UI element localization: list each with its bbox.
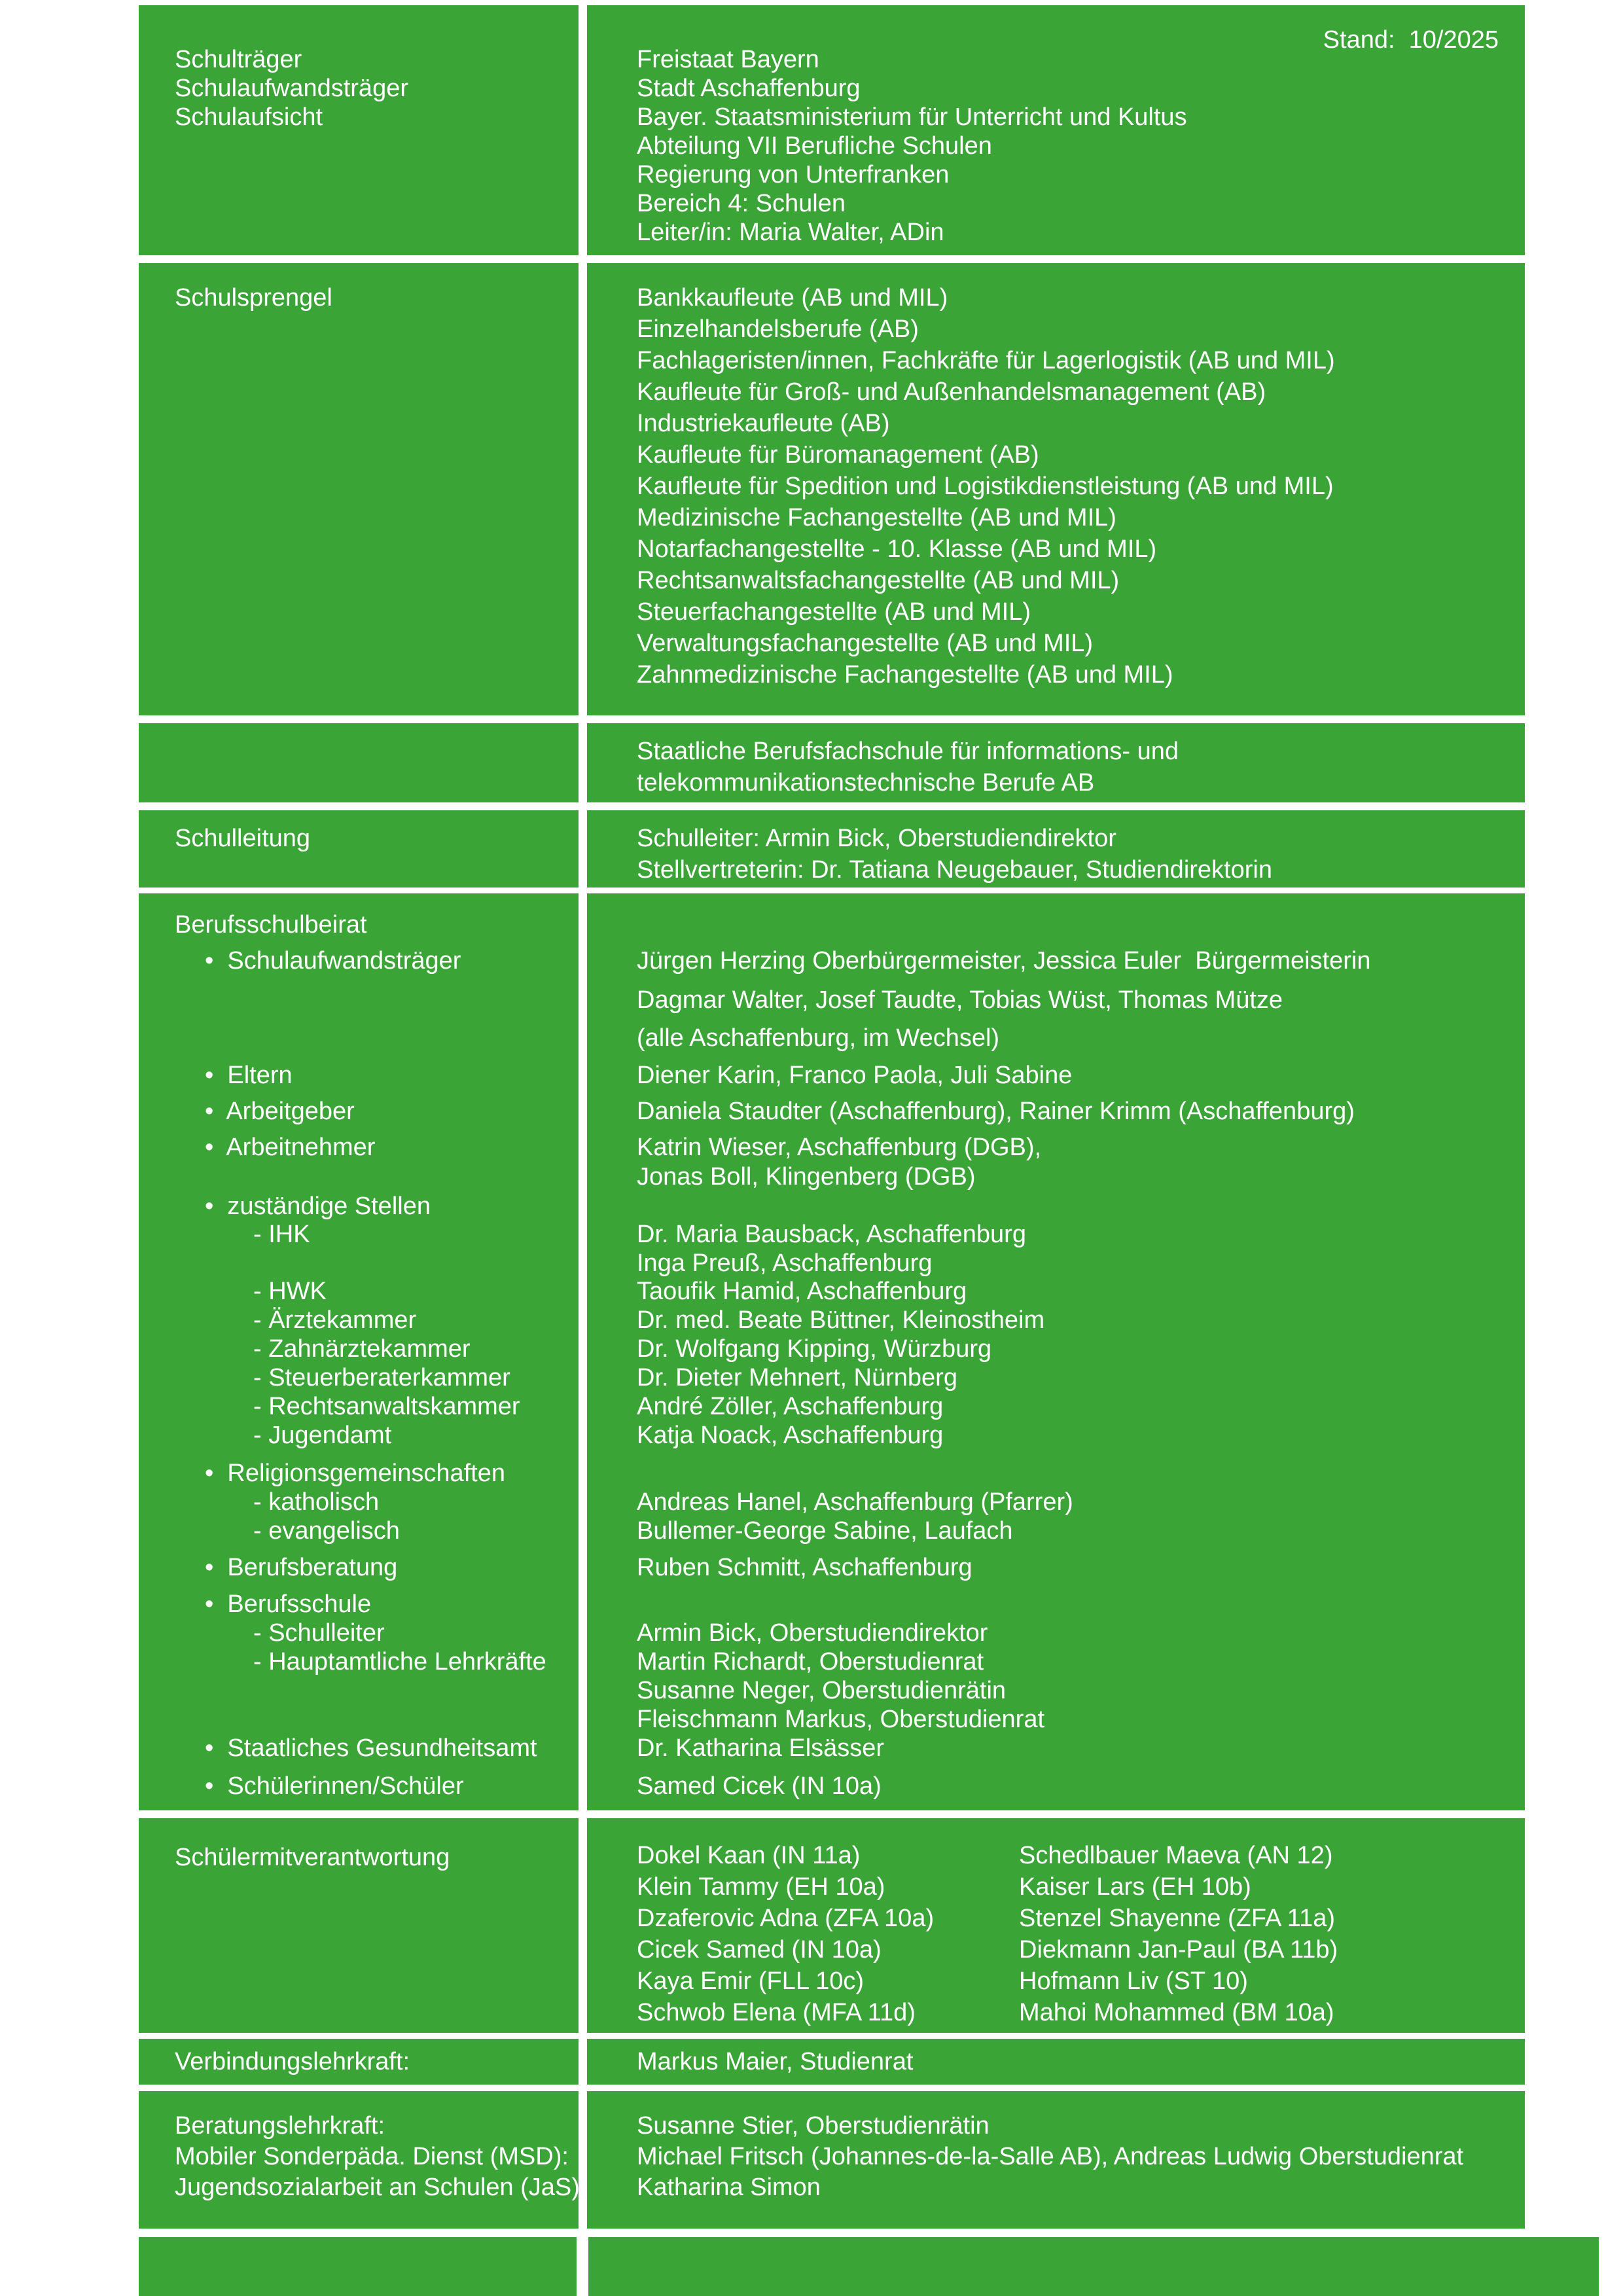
beirat-value: Andreas Hanel, Aschaffenburg (Pfarrer) (637, 1488, 1073, 1516)
beirat-value: Dagmar Walter, Josef Taudte, Tobias Wüst, Thomas Mütze (637, 986, 1283, 1014)
beirat-value: Bullemer-George Sabine, Laufach (637, 1517, 1013, 1545)
schulsprengel-value: Kaufleute für Groß- und Außenhandelsmanagement (AB) (637, 378, 1266, 406)
berufsfachschule-value: telekommunikationstechnische Berufe AB (637, 769, 1095, 797)
beratung-label: Jugendsozialarbeit an Schulen (JaS): (175, 2174, 587, 2201)
beirat-subitem: - Rechtsanwaltskammer (253, 1393, 520, 1420)
smv-student: Schwob Elena (MFA 11d) (637, 1999, 916, 2026)
smv-label: Schülermitverantwortung (175, 1844, 450, 1871)
beirat-subitem: - Ärztekammer (253, 1306, 417, 1334)
schulsprengel-value: Industriekaufleute (AB) (637, 410, 890, 437)
block-schulleitung-right (587, 810, 1525, 888)
beirat-value: Katja Noack, Aschaffenburg (637, 1422, 944, 1449)
block-next-section-left (139, 2237, 577, 2296)
beirat-subitem: - Jugendamt (253, 1422, 392, 1449)
beratung-label: Beratungslehrkraft: (175, 2112, 385, 2140)
beirat-value: Katrin Wieser, Aschaffenburg (DGB), (637, 1134, 1042, 1161)
smv-student: Stenzel Shayenne (ZFA 11a) (1019, 1905, 1336, 1932)
block-beirat-left (139, 893, 579, 1810)
beirat-item: • Schülerinnen/Schüler (205, 1772, 464, 1800)
beirat-value: Dr. Katharina Elsässer (637, 1734, 885, 1762)
beirat-item: • Arbeitnehmer (205, 1134, 376, 1161)
block-beratung-right (587, 2091, 1525, 2229)
beirat-subitem: - Hauptamtliche Lehrkräfte (253, 1648, 546, 1676)
smv-student: Klein Tammy (EH 10a) (637, 1873, 885, 1901)
block-beratung-left (139, 2091, 587, 2229)
beirat-value: Diener Karin, Franco Paola, Juli Sabine (637, 1062, 1073, 1089)
block-schulleitung-left (139, 810, 579, 888)
schulsprengel-value: Bankkaufleute (AB und MIL) (637, 284, 948, 312)
block-smv-left (139, 1818, 579, 2033)
block-smv-right (587, 1818, 1525, 2033)
verbindung-value: Markus Maier, Studienrat (637, 2048, 914, 2075)
beirat-value: Dr. Maria Bausback, Aschaffenburg (637, 1221, 1026, 1248)
schulsprengel-value: Kaufleute für Spedition und Logistikdienstleistung (AB und MIL) (637, 473, 1334, 500)
smv-student: Kaya Emir (FLL 10c) (637, 1967, 865, 1995)
berufsfachschule-value: Staatliche Berufsfachschule für informations- und (637, 738, 1179, 765)
beirat-subitem: - Steuerberaterkammer (253, 1364, 510, 1391)
smv-student: Mahoi Mohammed (BM 10a) (1019, 1999, 1334, 2026)
beirat-item: • Berufsschule (205, 1590, 372, 1618)
traeger-value: Bereich 4: Schulen (637, 190, 846, 217)
beirat-subitem: - evangelisch (253, 1517, 400, 1545)
beirat-item: • Religionsgemeinschaften (205, 1460, 506, 1487)
beirat-value: Taoufik Hamid, Aschaffenburg (637, 1278, 967, 1305)
beratung-value: Susanne Stier, Oberstudienrätin (637, 2112, 990, 2140)
smv-student: Kaiser Lars (EH 10b) (1019, 1873, 1251, 1901)
schulsprengel-value: Einzelhandelsberufe (AB) (637, 315, 919, 343)
schulleitung-value: Schulleiter: Armin Bick, Oberstudiendirektor (637, 825, 1116, 852)
beirat-value: Daniela Staudter (Aschaffenburg), Rainer Krimm (Aschaffenburg) (637, 1098, 1355, 1125)
block-beirat-right (587, 893, 1525, 1810)
beirat-subitem: - Schulleiter (253, 1619, 385, 1647)
beirat-item: • Berufsberatung (205, 1554, 398, 1581)
schulsprengel-value: Fachlageristen/innen, Fachkräfte für Lagerlogistik (AB und MIL) (637, 347, 1335, 374)
beirat-subitem: - Zahnärztekammer (253, 1335, 471, 1363)
traeger-value: Leiter/in: Maria Walter, ADin (637, 219, 944, 246)
schulsprengel-value: Rechtsanwaltsfachangestellte (AB und MIL) (637, 567, 1120, 594)
beirat-subitem: - IHK (253, 1221, 310, 1248)
block-next-section-right (588, 2237, 1599, 2296)
schulsprengel-value: Verwaltungsfachangestellte (AB und MIL) (637, 630, 1094, 657)
verbindung-label: Verbindungslehrkraft: (175, 2048, 410, 2075)
stand-date: Stand: 10/2025 (1323, 26, 1499, 54)
block-verbindung-right (587, 2039, 1525, 2085)
beratung-label: Mobiler Sonderpäda. Dienst (MSD): (175, 2143, 569, 2170)
beratung-value: Katharina Simon (637, 2174, 821, 2201)
beirat-item: • Eltern (205, 1062, 293, 1089)
beirat-value: Jonas Boll, Klingenberg (DGB) (637, 1163, 976, 1191)
schulsprengel-value: Kaufleute für Büromanagement (AB) (637, 441, 1039, 469)
traeger-value: Freistaat Bayern (637, 46, 819, 73)
beirat-item: • zuständige Stellen (205, 1193, 431, 1220)
schulsprengel-value: Zahnmedizinische Fachangestellte (AB und MIL) (637, 661, 1173, 689)
beirat-subitem: - HWK (253, 1278, 327, 1305)
traeger-value: Stadt Aschaffenburg (637, 75, 861, 102)
beirat-value: Jürgen Herzing Oberbürgermeister, Jessica Euler Bürgermeisterin (637, 947, 1371, 975)
beirat-value: Martin Richardt, Oberstudienrat (637, 1648, 984, 1676)
beirat-value: Fleischmann Markus, Oberstudienrat (637, 1706, 1045, 1733)
block-berufsfachschule-right (587, 723, 1525, 802)
beirat-item: • Staatliches Gesundheitsamt (205, 1734, 537, 1762)
schulsprengel-value: Steuerfachangestellte (AB und MIL) (637, 598, 1031, 626)
block-schulsprengel-left (139, 263, 579, 715)
beirat-item: • Arbeitgeber (205, 1098, 355, 1125)
beirat-value: André Zöller, Aschaffenburg (637, 1393, 944, 1420)
beirat-subitem: - katholisch (253, 1488, 380, 1516)
beirat-value: Inga Preuß, Aschaffenburg (637, 1249, 933, 1277)
beratung-value: Michael Fritsch (Johannes-de-la-Salle AB), Andreas Ludwig Oberstudienrat (637, 2143, 1464, 2170)
beirat-value: Dr. med. Beate Büttner, Kleinostheim (637, 1306, 1045, 1334)
schulsprengel-value: Notarfachangestellte - 10. Klasse (AB und MIL) (637, 535, 1157, 563)
traeger-value: Bayer. Staatsministerium für Unterricht und Kultus (637, 103, 1187, 131)
traeger-label: Schulaufwandsträger (175, 75, 408, 102)
beirat-value: Dr. Dieter Mehnert, Nürnberg (637, 1364, 957, 1391)
block-traeger-right (587, 5, 1525, 255)
beirat-value: (alle Aschaffenburg, im Wechsel) (637, 1024, 1000, 1052)
traeger-label: Schulträger (175, 46, 302, 73)
beirat-value: Samed Cicek (IN 10a) (637, 1772, 882, 1800)
smv-student: Dokel Kaan (IN 11a) (637, 1842, 861, 1869)
beirat-value: Armin Bick, Oberstudiendirektor (637, 1619, 988, 1647)
beirat-value: Ruben Schmitt, Aschaffenburg (637, 1554, 972, 1581)
schulleitung-value: Stellvertreterin: Dr. Tatiana Neugebauer, Studiendirektorin (637, 856, 1272, 884)
beirat-header: Berufsschulbeirat (175, 911, 367, 939)
schulsprengel-label: Schulsprengel (175, 284, 332, 312)
smv-student: Diekmann Jan-Paul (BA 11b) (1019, 1936, 1338, 1964)
smv-student: Cicek Samed (IN 10a) (637, 1936, 882, 1964)
beirat-value: Dr. Wolfgang Kipping, Würzburg (637, 1335, 992, 1363)
block-schulsprengel-right (587, 263, 1525, 715)
beirat-item: • Schulaufwandsträger (205, 947, 461, 975)
block-berufsfachschule-left (139, 723, 579, 802)
traeger-label: Schulaufsicht (175, 103, 323, 131)
smv-student: Schedlbauer Maeva (AN 12) (1019, 1842, 1333, 1869)
schulsprengel-value: Medizinische Fachangestellte (AB und MIL) (637, 504, 1116, 531)
block-traeger-left (139, 5, 579, 255)
block-verbindung-left (139, 2039, 579, 2085)
traeger-value: Abteilung VII Berufliche Schulen (637, 132, 992, 160)
traeger-value: Regierung von Unterfranken (637, 161, 950, 188)
smv-student: Dzaferovic Adna (ZFA 10a) (637, 1905, 935, 1932)
schulleitung-label: Schulleitung (175, 825, 311, 852)
smv-student: Hofmann Liv (ST 10) (1019, 1967, 1248, 1995)
beirat-value: Susanne Neger, Oberstudienrätin (637, 1677, 1007, 1704)
